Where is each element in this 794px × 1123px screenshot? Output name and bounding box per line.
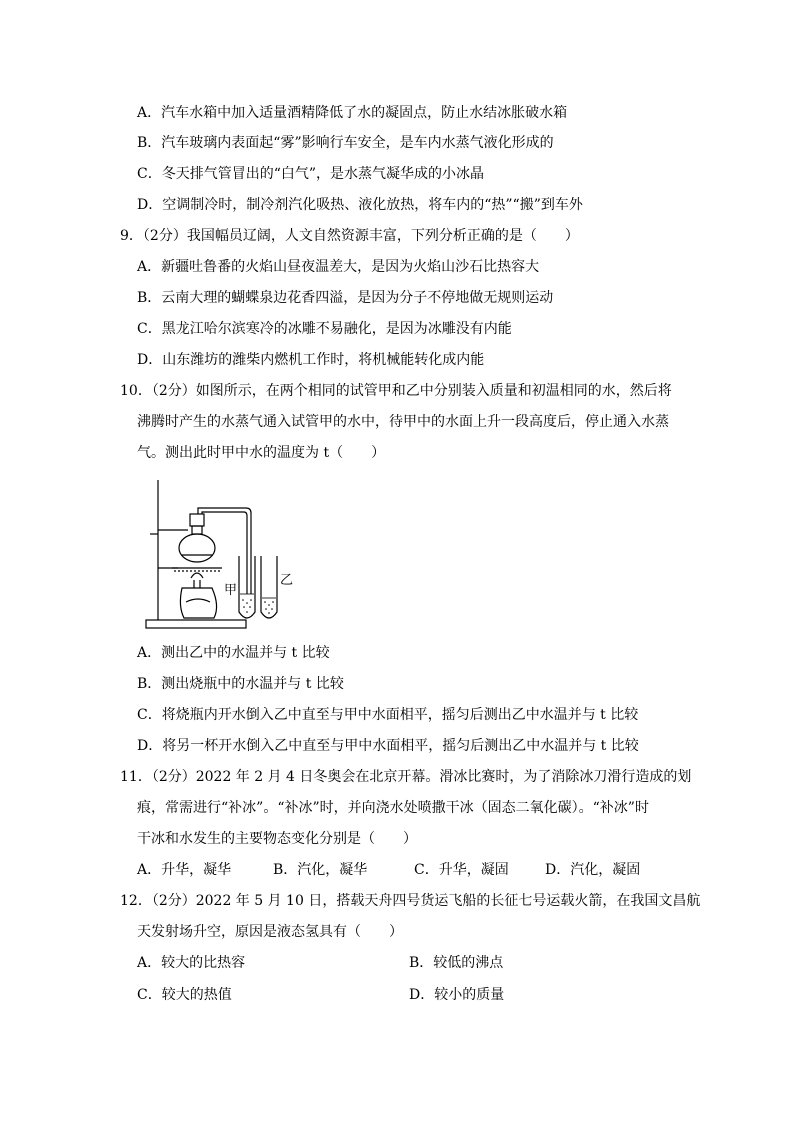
- q9-option-c: C．黑龙江哈尔滨寒冷的冰雕不易融化，是因为冰雕没有内能: [137, 321, 512, 337]
- q11-option-d: D．汽化，凝固: [545, 862, 641, 878]
- q11-option-b: B．汽化，凝华: [273, 862, 368, 878]
- q12-stem-line-2: 天发射场升空，原因是液态氢具有（ ）: [137, 924, 403, 940]
- q12-stem-line-1: 12．（2分）2022 年 5 月 10 日，搭载天舟四号货运飞船的长征七号运载火箭，在我国文昌航: [120, 893, 701, 909]
- q9-stem: 9．（2分）我国幅员辽阔，人文自然资源丰富，下列分析正确的是（ ）: [120, 228, 579, 244]
- stand-base: [146, 620, 246, 628]
- q9-option-a: A．新疆吐鲁番的火焰山昼夜温差大，是因为火焰山沙石比热容大: [137, 259, 540, 275]
- q10-stem-line-1: 10．（2分）如图所示，在两个相同的试管甲和乙中分别装入质量和初温相同的水，然后将: [120, 383, 672, 399]
- q11-stem-line-2: 痕，常需进行“补冰”。“补冰”时，并向浇水处喷撒干冰（固态二氧化碳）。“补冰”时: [137, 800, 649, 816]
- q12-option-c: C．较大的热值: [137, 987, 232, 1003]
- q12-option-d: D．较小的质量: [409, 987, 505, 1003]
- test-tube-yi: [261, 556, 277, 618]
- q9-option-b: B．云南大理的蝴蝶泉边花香四溢，是因为分子不停地做无规则运动: [137, 290, 554, 306]
- fig-label-jia: 甲: [224, 583, 238, 598]
- q12-option-b: B．较低的沸点: [409, 955, 504, 971]
- delivery-tube: [198, 508, 251, 594]
- boiling-apparatus-figure: [138, 476, 294, 632]
- q11-stem-line-3: 干冰和水发生的主要物态变化分别是（ ）: [137, 831, 417, 847]
- q10-option-c: C．将烧瓶内开水倒入乙中直至与甲中水面相平，摇匀后测出乙中水温并与 t 比较: [137, 707, 639, 723]
- q9-option-d: D．山东潍坊的潍柴内燃机工作时，将机械能转化成内能: [137, 352, 485, 368]
- q8-option-b: B．汽车玻璃内表面起“雾”影响行车安全，是车内水蒸气液化形成的: [137, 135, 554, 151]
- q11-stem-line-1: 11．（2分）2022 年 2 月 4 日冬奥会在北京开幕。滑冰比赛时，为了消除冰刀滑行造成的划: [120, 769, 692, 785]
- q8-option-d: D．空调制冷时，制冷剂汽化吸热、液化放热，将车内的“热”“搬”到车外: [137, 197, 583, 213]
- q11-option-c: C．升华，凝固: [414, 862, 509, 878]
- q10-stem-line-2: 沸腾时产生的水蒸气通入试管甲的水中，待甲中的水面上升一段高度后，停止通入水蒸: [137, 414, 669, 430]
- q11-option-a: A．升华，凝华: [137, 862, 232, 878]
- fig-label-yi: 乙: [280, 573, 294, 588]
- q10-option-a: A．测出乙中的水温并与 t 比较: [137, 645, 330, 661]
- q8-option-a: A．汽车水箱中加入适量酒精降低了水的凝固点，防止水结冰胀破水箱: [137, 105, 568, 121]
- q10-option-b: B．测出烧瓶中的水温并与 t 比较: [137, 676, 344, 692]
- q10-stem-line-3: 气。测出此时甲中水的温度为 t（ ）: [137, 445, 386, 461]
- alcohol-lamp: [180, 588, 216, 618]
- q8-option-c: C．冬天排气管冒出的“白气”，是水蒸气凝华成的小冰晶: [137, 166, 485, 182]
- q10-option-d: D．将另一杯开水倒入乙中直至与甲中水面相平，摇匀后测出乙中水温并与 t 比较: [137, 738, 639, 754]
- q12-option-a: A．较大的比热容: [137, 955, 246, 971]
- flask: [179, 534, 215, 562]
